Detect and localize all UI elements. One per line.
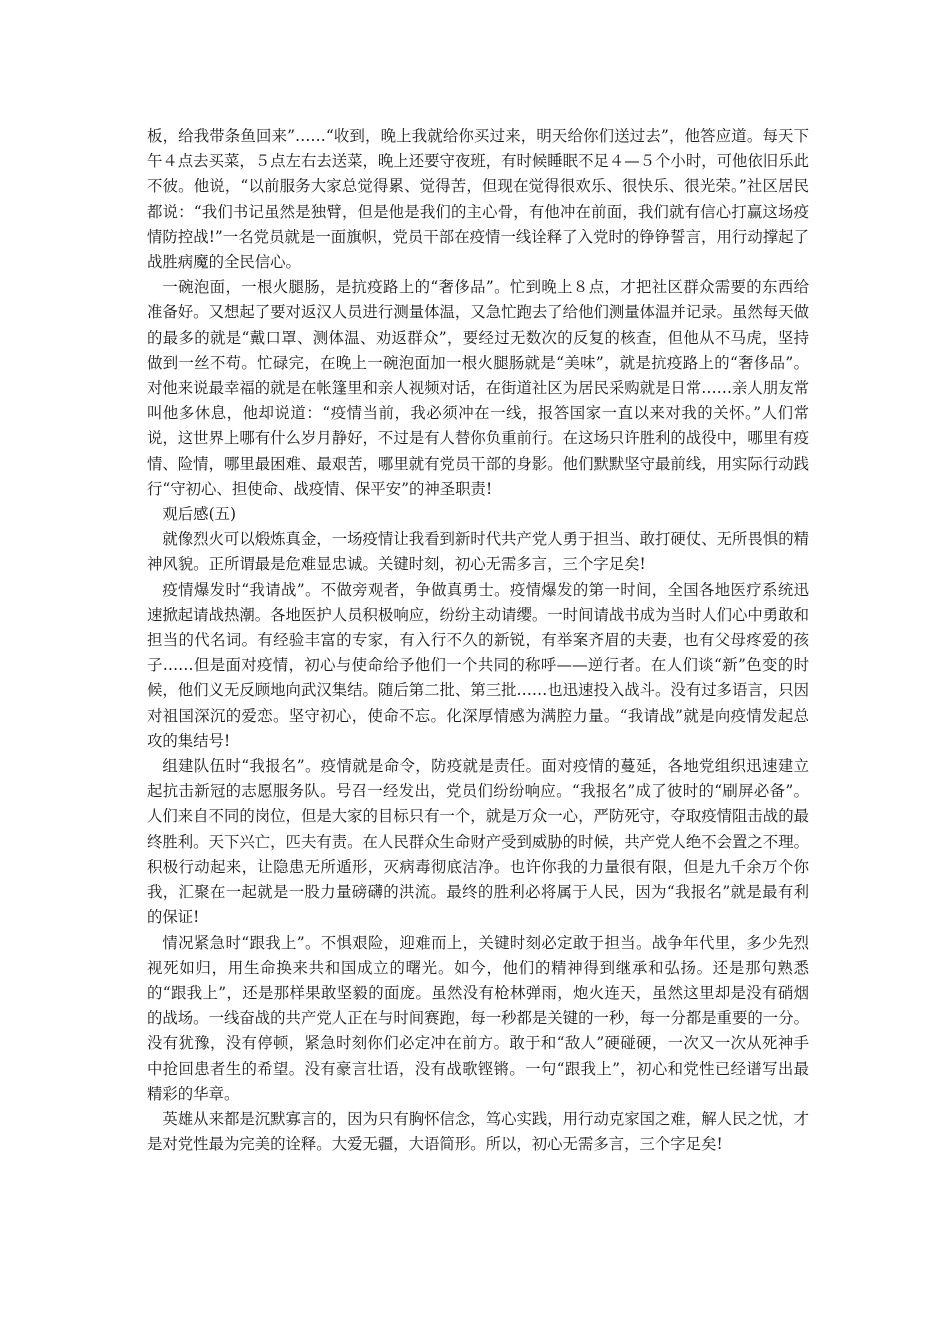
paragraph-4: 疫情爆发时“我请战”。不做旁观者，争做真勇士。疫情爆发的第一时间，全国各地医疗系统迅速掀起请战热潮。各地医护人员积极响应，纷纷主动请缨。一时间请战书成为当时人们心中勇敢和担当的代名词。有经验丰富的专家，有入行不久的新锐，有举案齐眉的夫妻，也有父母疼爱的孩子……但是面对疫情，初心与使命给予他们一个共同的称呼——逆行者。在人们谈“新”色变的时候，他们义无反顾地向武汉集结。随后第二批、第三批……也迅速投入战斗。没有过多语言，只因对祖国深沉的爱恋。坚守初心，使命不忘。化深厚情感为满腔力量。“我请战”就是向疫情发起总攻的集结号! (147, 580, 809, 750)
section-heading: 观后感(五) (162, 505, 236, 524)
paragraph-2: 一碗泡面，一根火腿肠，是抗疫路上的“奢侈品”。忙到晚上８点，才把社区群众需要的东西给准备好。又想起了要对返汉人员进行测量体温，又急忙跑去了给他们测量体温并记录。虽然每天做的最多的就是“戴口罩、测体温、劝返群众”，要经过无数次的反复的核查，但他从不马虎，坚持做到一丝不苟。忙碌完，在晚上一碗泡面加一根火腿肠就是“美味”，就是抗疫路上的“奢侈品”。对他来说最幸福的就是在帐篷里和亲人视频对话，在街道社区为居民采购就是日常……亲人朋友常叫他多休息，他却说道：“疫情当前，我必须冲在一线，报答国家一直以来对我的关怀。”人们常说，这世界上哪有什么岁月静好，不过是有人替你负重前行。在这场只许胜利的战役中，哪里有疫情、险情，哪里最困难、最艰苦，哪里就有党员干部的身影。他们默默坚守最前线，用实际行动践行“守初心、担使命、战疫情、保平安”的神圣职责! (147, 278, 809, 498)
paragraph-6: 情况紧急时“跟我上”。不惧艰险，迎难而上，关键时刻必定敢于担当。战争年代里，多少先烈视死如归，用生命换来共和国成立的曙光。如今，他们的精神得到继承和弘扬。还是那句熟悉的“跟我上”，还是那样果敢坚毅的面庞。虽然没有枪林弹雨，炮火连天，虽然这里却是没有硝烟的战场。一线奋战的共产党人正在与时间赛跑，每一秒都是关键的一秒，每一分都是重要的一分。没有犹豫，没有停顿，紧急时刻你们必定冲在前方。敢于和“敌人”硬碰硬，一次又一次从死神手中抢回患者生的希望。没有豪言壮语，没有战歌铿锵。一句“跟我上”，初心和党性已经谱写出最精彩的华章。 (147, 933, 809, 1103)
paragraph-3: 就像烈火可以煅炼真金，一场疫情让我看到新时代共产党人勇于担当、敢打硬仗、无所畏惧的精神风貌。正所谓最是危难显忠诚。关键时刻，初心无需多言，三个字足矣! (147, 530, 809, 574)
paragraph-7: 英雄从来都是沉默寡言的，因为只有胸怀信念，笃心实践，用行动克家国之难，解人民之忧，才是对党性最为完美的诠释。大爱无疆，大语简形。所以，初心无需多言，三个字足矣! (147, 1109, 809, 1154)
paragraph-5: 组建队伍时“我报名”。疫情就是命令，防疫就是责任。面对疫情的蔓延，各地党组织迅速建立起抗击新冠的志愿服务队。号召一经发出，党员们纷纷响应。“我报名”成了彼时的“刷屏必备”。人们来自不同的岗位，但是大家的目标只有一个，就是万众一心，严防死守，夺取疫情阻击战的最终胜利。天下兴亡，匹夫有责。在人民群众生命财产受到威胁的时候，共产党人绝不会置之不理。积极行动起来，让隐患无所遁形，灭病毒彻底洁净。也许你我的力量很有限，但是九千余万个你我，汇聚在一起就是一股力量磅礴的洪流。最终的胜利必将属于人民，因为“我报名”就是最有利的保证! (147, 757, 809, 927)
document-body (147, 124, 809, 1157)
paragraph-1: 板，给我带条鱼回来”……“收到，晚上我就给你买过来，明天给你们送过去”，他答应道。每天下午４点去买菜，５点左右去送菜，晚上还要守夜班，有时候睡眠不足４—５个小时，可他依旧乐此不彼。他说，“以前服务大家总觉得累、觉得苦，但现在觉得很欢乐、很快乐、很光荣。”社区居民都说：“我们书记虽然是独臂，但是他是我们的主心骨，有他冲在前面，我们就有信心打赢这场疫情防控战!”一名党员就是一面旗帜，党员干部在疫情一线诠释了入党时的铮铮誓言，用行动撑起了战胜病魔的全民信心。 (147, 127, 809, 272)
